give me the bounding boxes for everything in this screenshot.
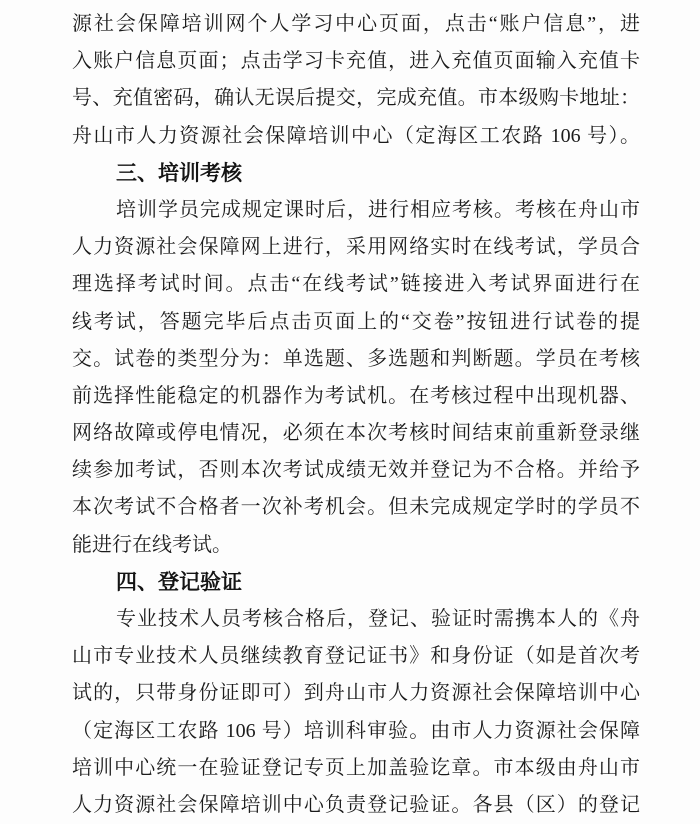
text-line: 续参加考试，否则本次考试成绩无效并登记为不合格。并给予: [72, 459, 640, 482]
text-line: 培训学员完成规定课时后，进行相应考核。考核在舟山市: [116, 198, 640, 221]
text-line: 试的，只带身份证即可）到舟山市人力资源社会保障培训中心: [72, 682, 640, 705]
text-line: 源社会保障培训网个人学习中心页面，点击“账户信息”，进: [72, 13, 640, 35]
text-line: 交。试卷的类型分为：单选题、多选题和判断题。学员在考核: [72, 347, 640, 370]
text-line: 人力资源社会保障网上进行，采用网络实时在线考试，学员合: [72, 236, 640, 259]
text-line: 山市专业技术人员继续教育登记证书》和身份证（如是首次考: [72, 645, 640, 668]
text-line: 本次考试不合格者一次补考机会。但未完成规定学时的学员不: [72, 496, 640, 519]
section-heading-registration-verification: 四、登记验证: [116, 570, 242, 594]
paragraph-assessment: [72, 192, 640, 564]
text-line: 理选择考试时间。点击“在线考试”链接进入考试界面进行在: [72, 273, 640, 296]
paragraph-registration: [72, 601, 640, 824]
text-line: 前选择性能稳定的机器作为考试机。在考核过程中出现机器、: [72, 384, 640, 407]
text-line: 培训中心统一在验证登记专页上加盖验讫章。市本级由舟山市: [72, 756, 640, 779]
text-line: （定海区工农路 106 号）培训科审验。由市人力资源社会保障: [72, 719, 640, 742]
section-heading-training-assessment: 三、培训考核: [116, 161, 242, 185]
text-line: 舟山市人力资源社会保障培训中心（定海区工农路 106 号）。: [72, 124, 640, 147]
text-line: 线考试，答题完毕后点击页面上的“交卷”按钮进行试卷的提: [72, 310, 640, 333]
text-line: 号、充值密码，确认无误后提交，完成充值。市本级购卡地址：: [72, 87, 640, 110]
text-line: 专业技术人员考核合格后，登记、验证时需携本人的《舟: [116, 608, 640, 630]
text-line: 入账户信息页面；点击学习卡充值，进入充值页面输入充值卡: [72, 50, 640, 73]
text-line: 人力资源社会保障培训中心负责登记验证。各县（区）的登记: [72, 793, 640, 816]
text-line: 能进行在线考试。: [72, 533, 232, 556]
text-line: 网络故障或停电情况，必须在本次考核时间结束前重新登录继: [72, 422, 640, 445]
paragraph-recharge: [72, 6, 640, 155]
